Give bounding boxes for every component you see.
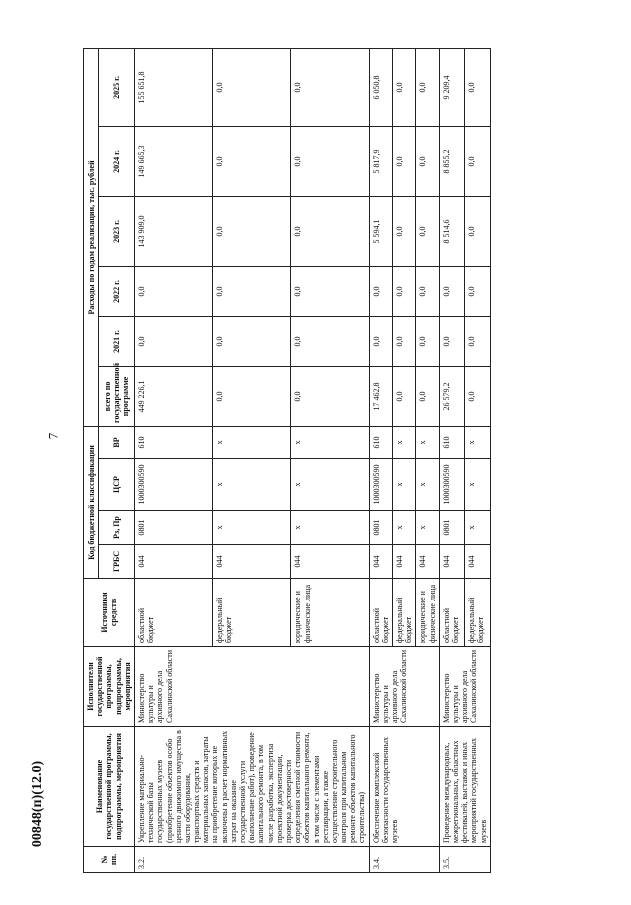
executor: Министерство культуры и архивного дела Сахалинской области: [369, 647, 439, 727]
header-year-2025: 2025 г.: [99, 48, 134, 126]
cell-total: 26 579,2: [439, 366, 464, 426]
measure-name: Укрепление материально-технической базы государственных музеев (приобретение объектов особо ценного движимого имущества в части оборудования, транспортных средств и материальных запасов, затраты на приобретение которых не включены в расчет нормативных затрат на оказание государственной услуги (выполнение работ), проведение капитального ремонта, в том числе разработка, экспертиза проектной документации, проверка достоверности определения сметной стоимости объектов капитального ремонта, в том числе с элементами реставрации, а также осуществление строительного контроля при капитальном ремонте объектов капитального строительства): [134, 727, 369, 847]
header-expenses: Расходы по годам реализации, тыс. рублей: [84, 48, 99, 426]
cell-grbs: 044: [393, 545, 416, 579]
cell-year-value: 0,0: [416, 266, 439, 316]
cell-vr: х: [213, 426, 291, 458]
cell-rzpr: 0801: [369, 511, 392, 545]
cell-year-value: 0,0: [291, 126, 369, 196]
cell-vr: х: [393, 426, 416, 458]
cell-rzpr: 0801: [439, 511, 464, 545]
header-total: всего по государственной программе: [99, 366, 134, 426]
header-kbk: Код бюджетной классификации: [84, 426, 99, 578]
cell-rzpr: х: [213, 511, 291, 545]
cell-csr: х: [416, 459, 439, 511]
cell-year-value: 0,0: [416, 126, 439, 196]
cell-year-value: 0,0: [291, 266, 369, 316]
cell-year-value: 5 594,1: [369, 196, 392, 266]
cell-vr: х: [465, 426, 490, 458]
cell-year-value: 0,0: [416, 48, 439, 126]
cell-year-value: 0,0: [291, 316, 369, 366]
measure-name: Обеспечение комплексной безопасности государственных музеев: [369, 727, 439, 847]
cell-year-value: 0,0: [213, 126, 291, 196]
header-year-2021: 2021 г.: [99, 316, 134, 366]
cell-rzpr: х: [291, 511, 369, 545]
cell-rzpr: х: [416, 511, 439, 545]
funding-source: юридические и физические лица: [416, 579, 439, 647]
cell-year-value: 0,0: [213, 196, 291, 266]
executor: Министерство культуры и архивного дела Сахалинской области: [439, 647, 490, 727]
cell-csr: 1000300590: [369, 459, 392, 511]
budget-table: [83, 48, 491, 873]
funding-source: федеральный бюджет: [465, 579, 490, 647]
cell-vr: 610: [369, 426, 392, 458]
cell-year-value: 155 651,8: [134, 48, 212, 126]
funding-source: областной бюджет: [134, 579, 212, 647]
header-executor: Исполнители государственной программы, подпрограммы, мероприятия: [84, 647, 135, 727]
funding-source: федеральный бюджет: [393, 579, 416, 647]
cell-year-value: 8 514,6: [439, 196, 464, 266]
cell-csr: 1000300590: [134, 459, 212, 511]
cell-total: 0,0: [291, 366, 369, 426]
cell-year-value: 0,0: [465, 266, 490, 316]
cell-grbs: 044: [134, 545, 212, 579]
cell-year-value: 0,0: [213, 316, 291, 366]
cell-year-value: 0,0: [393, 196, 416, 266]
header-csr: ЦСР: [99, 459, 134, 511]
header-num: № пп.: [84, 847, 135, 873]
cell-year-value: 8 855,2: [439, 126, 464, 196]
cell-year-value: 0,0: [291, 48, 369, 126]
page-number: 7: [45, 432, 61, 440]
cell-total: 449 226,1: [134, 366, 212, 426]
cell-year-value: 0,0: [465, 196, 490, 266]
cell-grbs: 044: [416, 545, 439, 579]
cell-year-value: 0,0: [465, 48, 490, 126]
executor: Министерство культуры и архивного дела Сахалинской области: [134, 647, 369, 727]
header-year-2022: 2022 г.: [99, 266, 134, 316]
cell-rzpr: 0801: [134, 511, 212, 545]
cell-year-value: 0,0: [134, 316, 212, 366]
table-row: [439, 48, 464, 872]
cell-total: 0,0: [213, 366, 291, 426]
cell-year-value: 0,0: [369, 316, 392, 366]
funding-source: юридические и физические лица: [291, 579, 369, 647]
cell-year-value: 0,0: [439, 266, 464, 316]
cell-year-value: 0,0: [416, 316, 439, 366]
cell-year-value: 0,0: [416, 196, 439, 266]
cell-total: 0,0: [416, 366, 439, 426]
cell-csr: х: [393, 459, 416, 511]
cell-year-value: 0,0: [134, 266, 212, 316]
cell-vr: 610: [439, 426, 464, 458]
cell-grbs: 044: [213, 545, 291, 579]
cell-csr: 1000300590: [439, 459, 464, 511]
cell-csr: х: [213, 459, 291, 511]
cell-grbs: 044: [369, 545, 392, 579]
cell-total: 0,0: [465, 366, 490, 426]
measure-name: Проведение международных, межрегиональных, областных фестивалей, выставок и иных мероприятий государственных музеев: [439, 727, 490, 847]
cell-grbs: 044: [465, 545, 490, 579]
cell-year-value: 143 909,0: [134, 196, 212, 266]
cell-total: 0,0: [393, 366, 416, 426]
cell-year-value: 0,0: [393, 316, 416, 366]
cell-year-value: 0,0: [213, 48, 291, 126]
cell-year-value: 5 817,9: [369, 126, 392, 196]
cell-vr: х: [291, 426, 369, 458]
row-number: 3.4.: [369, 847, 439, 873]
funding-source: областной бюджет: [439, 579, 464, 647]
cell-rzpr: х: [393, 511, 416, 545]
header-year-2023: 2023 г.: [99, 196, 134, 266]
cell-year-value: 0,0: [393, 48, 416, 126]
header-rzpr: Рз, Пр: [99, 511, 134, 545]
table-row: [134, 48, 212, 872]
cell-total: 17 462,8: [369, 366, 392, 426]
cell-grbs: 044: [439, 545, 464, 579]
cell-year-value: 0,0: [291, 196, 369, 266]
document-code: 00848(п)(12.0): [30, 760, 46, 848]
cell-year-value: 0,0: [439, 316, 464, 366]
cell-rzpr: х: [465, 511, 490, 545]
funding-source: федеральный бюджет: [213, 579, 291, 647]
row-number: 3.2.: [134, 847, 369, 873]
cell-csr: х: [291, 459, 369, 511]
cell-year-value: 0,0: [465, 316, 490, 366]
row-number: 3.5.: [439, 847, 490, 873]
cell-year-value: 0,0: [465, 126, 490, 196]
header-name: Наименование государственной программы, подпрограммы, мероприятия: [84, 727, 135, 847]
cell-year-value: 0,0: [393, 266, 416, 316]
cell-year-value: 6 050,8: [369, 48, 392, 126]
cell-csr: х: [465, 459, 490, 511]
header-grbs: ГРБС: [99, 545, 134, 579]
cell-year-value: 0,0: [213, 266, 291, 316]
funding-source: областной бюджет: [369, 579, 392, 647]
cell-year-value: 0,0: [369, 266, 392, 316]
cell-vr: 610: [134, 426, 212, 458]
cell-year-value: 149 665,3: [134, 126, 212, 196]
header-year-2024: 2024 г.: [99, 126, 134, 196]
header-vr: ВР: [99, 426, 134, 458]
cell-vr: х: [416, 426, 439, 458]
budget-table-container: [83, 53, 583, 873]
cell-year-value: 0,0: [393, 126, 416, 196]
cell-grbs: 044: [291, 545, 369, 579]
cell-year-value: 9 209,4: [439, 48, 464, 126]
table-row: [369, 48, 392, 872]
header-source: Источники средств: [84, 579, 135, 647]
